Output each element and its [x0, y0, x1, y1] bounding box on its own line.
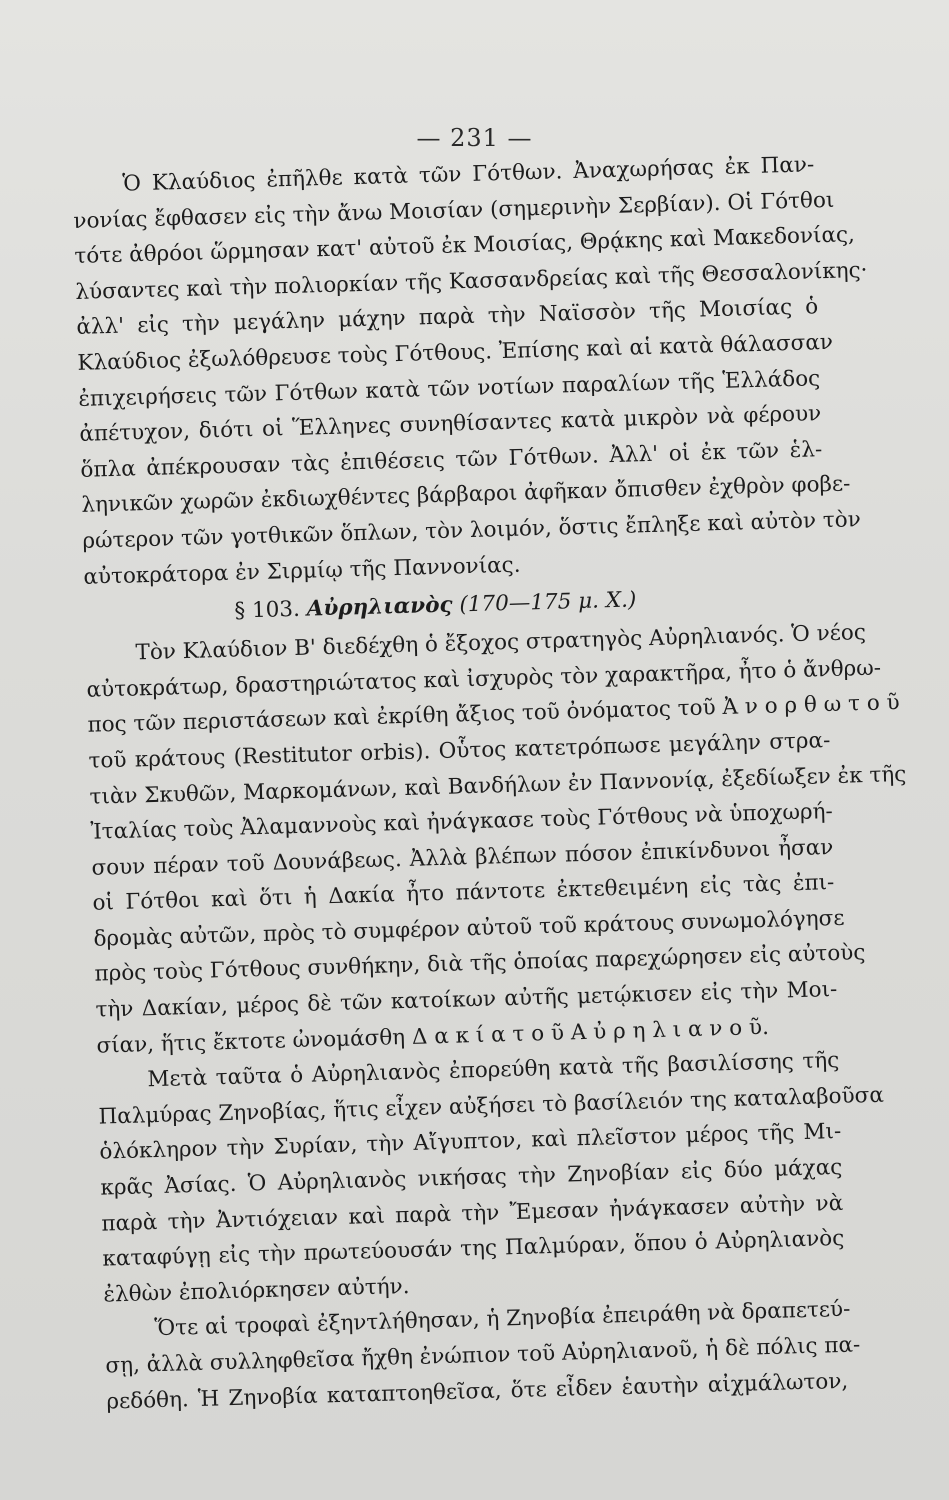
text-line: σίαν, ἥτις ἔκτοτε ὠνομάσθη Δ α κ ί α τ ο ῦ Α ὐ ρ η λ ι α ν ο ῦ. — [96, 1014, 770, 1059]
text-line: τιὰν Σκυθῶν, Μαρκομάνων, καὶ Βανδήλων ἐν Παννονίᾳ, ἐξεδίωξεν ἐκ τῆς — [89, 761, 907, 810]
text-line: Ὅτε αἱ τροφαὶ ἐξηντλήθησαν, ἡ Ζηνοβία ἐπειράθη νὰ δραπετεύ- — [154, 1297, 851, 1342]
text-line: Ἰταλίας τοὺς Ἀλαμαννοὺς καὶ ἠνάγκασε τοὺς Γότθους νὰ ὑποχωρή- — [90, 799, 834, 845]
text-line: Μετὰ ταῦτα ὁ Αὐρηλιανὸς ἐπορεύθη κατὰ τῆς βασιλίσσης τῆς — [147, 1048, 840, 1093]
text-line: Τὸν Κλαύδιον Β' διεδέχθη ὁ ἔξοχος στρατηγὸς Αὐρηλιανός. Ὁ νέος — [135, 620, 867, 666]
section-title: Αὐρηλιανὸς — [306, 592, 453, 622]
text-line: παρὰ τὴν Ἀντιόχειαν καὶ παρὰ τὴν Ἔμεσαν ἠνάγκασεν αὐτὴν νὰ — [101, 1190, 844, 1237]
text-line: ρώτερον τῶν γοτθικῶν ὅπλων, τὸν λοιμόν, ὅστις ἔπληξε καὶ αὐτὸν τὸν — [82, 507, 862, 554]
text-line: ἀπέτυχον, διότι οἱ Ἕλληνες συνηθίσαντες κατὰ μικρὸν νὰ φέρουν — [79, 401, 822, 448]
text-line: ἀλλ' εἰς τὴν μεγάλην μάχην παρὰ τὴν Ναϊσσὸν τῆς Μοισίας ὁ — [76, 294, 819, 341]
text-line: καταφύγῃ εἰς τὴν πρωτεύουσάν της Παλμύραν, ὅπου ὁ Αὐρηλιανὸς — [102, 1226, 845, 1272]
text-line: ἐλθὼν ἐπολιόρκησεν αὐτήν. — [103, 1273, 410, 1308]
section-dates: (170—175 μ. Χ.) — [459, 587, 637, 618]
page-number: — 231 — — [416, 124, 533, 152]
text-line: πρὸς τοὺς Γότθους συνθήκην, διὰ τῆς ὁποίας παρεχώρησεν εἰς αὐτοὺς — [94, 940, 866, 988]
text-line: πος τῶν περιστάσεων καὶ ἐκρίθη ἄξιος τοῦ ὀνόματος τοῦ Ἀ ν ο ρ θ ω τ ο ῦ — [87, 690, 900, 739]
section-marker: § 103. — [234, 596, 301, 624]
text-line: ρεδόθη. Ἡ Ζηνοβία καταπτοηθεῖσα, ὅτε εἶδεν ἑαυτὴν αἰχμάλωτον, — [106, 1368, 849, 1415]
text-line: αὐτοκράτωρ, δραστηριώτατος καὶ ἰσχυρὸς τὸν χαρακτῆρα, ἦτο ὁ ἄνθρω- — [86, 655, 882, 703]
text-line: αὐτοκράτορα ἐν Σιρμίῳ τῆς Παννονίας. — [83, 552, 521, 590]
text-line: κρᾶς Ἀσίας. Ὁ Αὐρηλιανὸς νικήσας τὴν Ζηνοβίαν εἰς δύο μάχας — [100, 1154, 843, 1201]
text-line: σουν πέραν τοῦ Δουνάβεως. Ἀλλὰ βλέπων πόσον ἐπικίνδυνοι ἦσαν — [91, 834, 834, 881]
text-line: οἱ Γότθοι καὶ ὅτι ἡ Δακία ἦτο πάντοτε ἐκτεθειμένη εἰς τὰς ἐπι- — [92, 870, 835, 916]
text-line: Κλαύδιος ἐξωλόθρευσε τοὺς Γότθους. Ἐπίσης καὶ αἱ κατὰ θάλασσαν — [77, 329, 834, 376]
text-line: ἐπιχειρήσεις τῶν Γότθων κατὰ τῶν νοτίων παραλίων τῆς Ἑλλάδος — [78, 365, 821, 412]
text-line: νονίας ἔφθασεν εἰς τὴν ἄνω Μοισίαν (σημερινὴν Σερβίαν). Οἱ Γότθοι — [73, 187, 835, 234]
text-line: ληνικῶν χωρῶν ἐκδιωχθέντες βάρβαροι ἀφῆκαν ὄπισθεν ἐχθρὸν φοβε- — [81, 471, 851, 519]
text-line: τὴν Δακίαν, μέρος δὲ τῶν κατοίκων αὐτῆς μετῴκισεν εἰς τὴν Μοι- — [95, 977, 838, 1023]
text-line: λύσαντες καὶ τὴν πολιορκίαν τῆς Κασσανδρείας καὶ τῆς Θεσσαλονίκης· — [75, 257, 868, 305]
text-line: ὅπλα ἀπέκρουσαν τὰς ἐπιθέσεις τῶν Γότθων. Ἀλλ' οἱ ἐκ τῶν ἑλ- — [80, 436, 823, 483]
text-line: ὁλόκληρον τὴν Συρίαν, τὴν Αἴγυπτον, καὶ πλεῖστον μέρος τῆς Μι- — [99, 1119, 842, 1166]
text-body — [72, 147, 907, 1419]
text-line: τότε ἀθρόοι ὥρμησαν κατ' αὐτοῦ ἐκ Μοισίας, Θρᾴκης καὶ Μακεδονίας, — [74, 222, 856, 270]
text-line: Παλμύρας Ζηνοβίας, ἥτις εἶχεν αὐξήσει τὸ βασίλειόν της καταλαβοῦσα — [98, 1082, 885, 1130]
text-line: δρομὰς αὐτῶν, πρὸς τὸ συμφέρον αὐτοῦ τοῦ κράτους συνωμολόγησε — [93, 905, 845, 952]
text-line: σῃ, ἀλλὰ συλληφθεῖσα ἤχθη ἐνώπιον τοῦ Αὐρηλιανοῦ, ἡ δὲ πόλις πα- — [105, 1332, 861, 1379]
text-line: τοῦ κράτους (Restitutor orbis). Οὗτος κατετρόπωσε μεγάλην στρα- — [88, 727, 831, 774]
text-line: Ὁ Κλαύδιος ἐπῆλθε κατὰ τῶν Γότθων. Ἀναχωρήσας ἐκ Παν- — [122, 152, 815, 197]
